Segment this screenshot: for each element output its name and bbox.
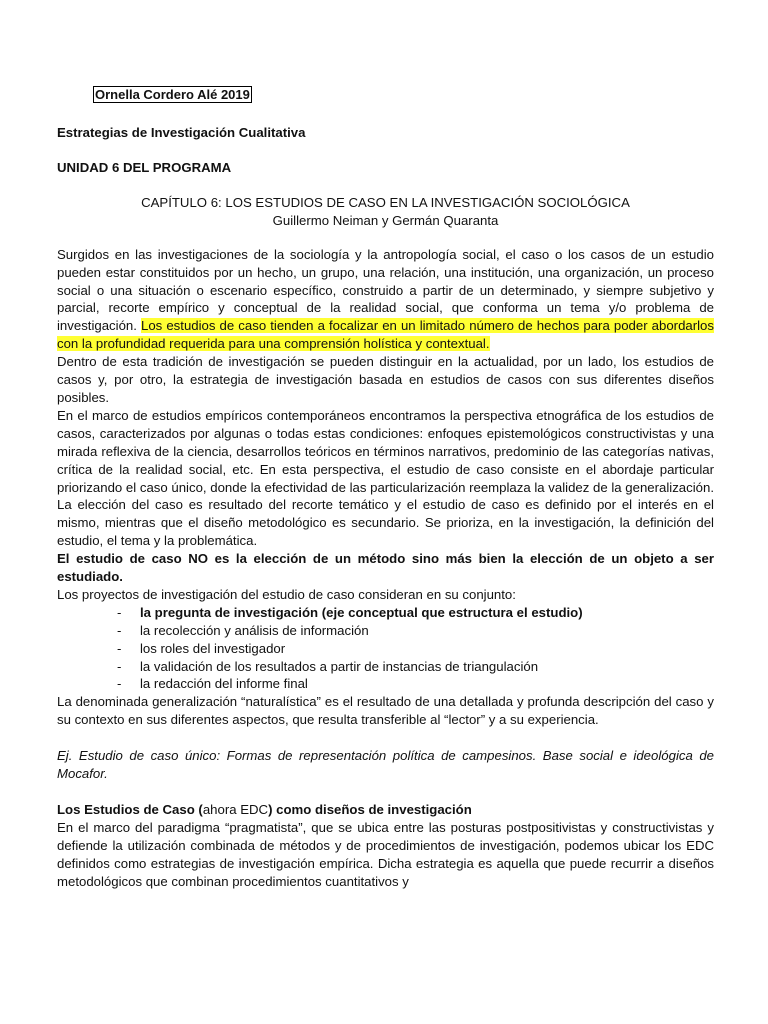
- list-item-text: la recolección y análisis de información: [140, 622, 369, 638]
- project-components-list: [57, 604, 714, 694]
- list-item-text: la validación de los resultados a partir de instancias de triangulación: [140, 658, 539, 674]
- list-dash: -: [117, 604, 122, 620]
- bold-statement: El estudio de caso NO es la elección de un método sino más bien la elección de un objeto a ser estudiado.: [57, 551, 714, 585]
- list-dash: -: [117, 658, 122, 674]
- chapter-title: CAPÍTULO 6: LOS ESTUDIOS DE CASO EN LA INVESTIGACIÓN SOCIOLÓGICA: [141, 194, 630, 210]
- paragraph-intro-text: Surgidos en las investigaciones de la sociología y la antropología social, el caso o los casos de un estudio pueden estar constituidos por un hecho, un grupo, una relación, una institución, una organización, un proceso social o una situación o escenario específico, construido a partir de un determinado, y siempre subjetivo y parcial, recorte empírico y conceptual de la realidad social, que conforma un tema y/o problema de investigación.: [57, 246, 714, 334]
- paragraph-generalization: La denominada generalización “naturalística” es el resultado de una detallada y profunda descripción del caso y su contexto en sus diferentes aspectos, que resulta transferible al “lector” y a su experiencia.: [57, 694, 714, 728]
- paragraph-tradition: Dentro de esta tradición de investigación se pueden distinguir en la actualidad, por un lado, los estudios de casos y, por otro, la estrategia de investigación basada en estudios de casos con sus diferentes diseños posibles.: [57, 354, 714, 405]
- chapter-authors: Guillermo Neiman y Germán Quaranta: [272, 212, 499, 228]
- course-title: Estrategias de Investigación Cualitativa: [57, 124, 306, 140]
- paragraph-intro: [57, 246, 714, 353]
- list-item-text: los roles del investigador: [140, 640, 286, 656]
- list-item: [57, 658, 714, 676]
- chapter-heading: [57, 194, 714, 230]
- list-dash: -: [117, 622, 122, 638]
- list-item-text: la pregunta de investigación (eje conceptual que estructura el estudio): [140, 604, 583, 620]
- section-heading-aside: ahora EDC: [202, 802, 269, 817]
- section-heading: [57, 801, 714, 819]
- list-item: [57, 640, 714, 658]
- section-heading-part: ) como diseños de investigación: [268, 802, 472, 817]
- section-heading-part: Los Estudios de Caso (: [57, 802, 203, 817]
- unit-title: UNIDAD 6 DEL PROGRAMA: [57, 159, 232, 175]
- list-item: [57, 604, 714, 622]
- example-note: Ej. Estudio de caso único: Formas de representación política de campesinos. Base social e ideológica de Mocafor.: [57, 748, 714, 782]
- list-item: [57, 622, 714, 640]
- list-item: [57, 675, 714, 693]
- paragraph-pragmatist: En el marco del paradigma “pragmatista”, que se ubica entre las posturas postpositivistas y constructivistas y defiende la utilización combinada de métodos y de procedimientos de investigación, podemos ubicar los EDC definidos como estrategias de investigación empírica. Dicha estrategia es aquella que puede recurrir a diseños metodológicos que combinan procedimientos cuantitativos y: [57, 819, 714, 889]
- highlighted-text: Los estudios de caso tienden a focalizar en un limitado número de hechos para poder abordarlos con la profundidad requerida para una comprensión holística y contextual.: [57, 318, 714, 352]
- author-line: Ornella Cordero Alé 2019: [95, 87, 250, 102]
- list-dash: -: [117, 640, 122, 656]
- paragraph-ethnographic: En el marco de estudios empíricos contemporáneos encontramos la perspectiva etnográfica de los estudios de casos, caracterizados por algunas o todas estas condiciones: enfoques epistemológicos constructivistas y una mirada reflexiva de la ciencia, desarrollos teóricos en términos narrativos, predominio de las categorías nativas, crítica de la realidad social, etc. En esta perspectiva, el estudio de caso consiste en el abordaje particular priorizando el caso único, donde la efectividad de las particularización reemplaza la validez de la generalización. La elección del caso es resultado del recorte temático y el estudio de caso es definido por el interés en el mismo, mientras que el diseño metodológico es secundario. Se prioriza, en la investigación, la definición del estudio, el tema y la problemática.: [57, 407, 714, 549]
- list-item-text: la redacción del informe final: [140, 676, 308, 692]
- paragraph-projects: Los proyectos de investigación del estudio de caso consideran en su conjunto:: [57, 586, 516, 602]
- list-dash: -: [117, 676, 122, 692]
